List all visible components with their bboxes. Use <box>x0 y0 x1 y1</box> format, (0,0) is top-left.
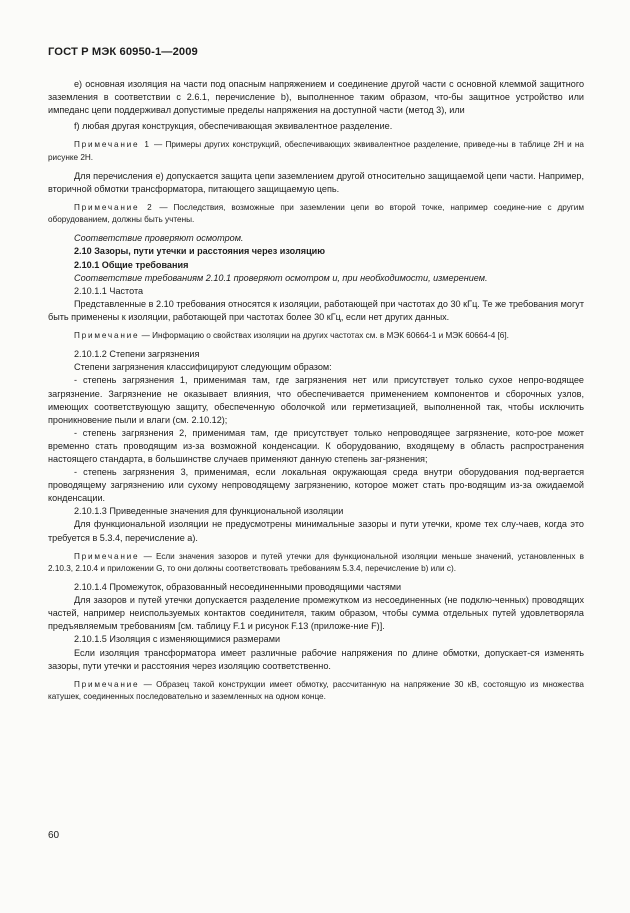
note-1 <box>48 139 584 163</box>
note-5 <box>48 679 584 703</box>
paragraph-for-e: Для перечисления е) допускается защита цепи заземлением другой относительно защищаемой цепи части. Например, вторичной обмотки трансформатора, питающего защищаемую цепь. <box>48 170 584 194</box>
note-label: Примечание <box>74 551 140 561</box>
subsection-heading-2-10-1-2: 2.10.1.2 Степени загрязнения <box>74 349 200 360</box>
paragraph-pollution-2: - степень загрязнения 2, применимая там, где присутствует только непроводящее загрязнение, кото-рое может временно стать проводящим из-за возможной конденсации. К оборудованию, входящему в область распространения настоящего стандарта, в большинстве случаев применяют данную степень заг-рязнения; <box>48 427 584 464</box>
subsection-heading-2-10-1-3: 2.10.1.3 Приведенные значения для функциональной изоляции <box>74 506 344 517</box>
page-number: 60 <box>48 830 60 841</box>
paragraph-pollution-3: - степень загрязнения 3, применимая, если локальная окружающая среда внутри оборудования под-вергается проводящему загрязнению или сухому непроводящему загрязнению, которое может стать про-водящим из-за ожидаемой конденсации. <box>48 467 584 504</box>
paragraph-item-e: е) основная изоляция на части под опасным напряжением и соединение другой части с основной клеммой защитного заземления в соответствии с 2.6.1, перечисление b), выполненное таким образом, что-бы защитное устройство или импеданс цепи поддерживал допустимые пределы напряжения на доступной части (метод 3), или <box>48 79 584 116</box>
paragraph-variable: Если изоляция трансформатора имеет различные рабочие напряжения по длине обмотки, допускает-ся изменять зазоры, пути утечки и расстояния через изоляцию соответственно. <box>48 647 584 671</box>
note-4 <box>48 551 584 575</box>
paragraph-pollution-1: - степень загрязнения 1, применимая там, где загрязнения нет или присутствует только сухое непро-водящее загрязнение. Загрязнение не оказывает влияния, что обеспечивается применением компонентов и сборочных узлов, имеющих соответствующую защиту, обеспеченную оболочкой или герметизацией, выполненной так, чтобы исключить проникновение пыли и влаги (см. 2.10.12); <box>48 375 584 425</box>
document-page <box>48 46 584 706</box>
subsection-heading-2-10-1-5: 2.10.1.5 Изоляция с изменяющимися размерами <box>74 634 281 645</box>
section-heading-2-10: 2.10 Зазоры, пути утечки и расстояния через изоляцию <box>74 246 326 257</box>
note-text: — Последствия, возможные при заземлении цепи во второй точке, например соедине-ние с другим оборудованием, должны быть учтены. <box>48 202 585 225</box>
paragraph-item-f: f) любая другая конструкция, обеспечивающая эквивалентное разделение. <box>74 121 393 132</box>
note-label: Примечание 2 <box>74 202 154 212</box>
document-header: ГОСТ Р МЭК 60950-1—2009 <box>48 46 198 58</box>
note-label: Примечание <box>74 331 140 341</box>
compliance-statement: Соответствие проверяют осмотром. <box>74 233 244 244</box>
note-label: Примечание <box>74 679 140 689</box>
note-3 <box>48 330 584 342</box>
subsection-heading-2-10-1-1: 2.10.1.1 Частота <box>74 285 144 296</box>
document-body <box>48 78 584 703</box>
note-2 <box>48 202 584 226</box>
note-text: — Образец такой конструкции имеет обмотку, рассчитанную на напряжение 30 кВ, состоящую из множества катушек, соединенных последовательно и заземленных на одном конце. <box>48 679 584 701</box>
note-text: — Если значения зазоров и путей утечки для функциональной изоляции меньше значений, установленных в 2.10.3, 2.10.4 и приложении G, то они должны соответствовать требованиям 5.3.4, перечисление b) или с). <box>48 551 584 573</box>
paragraph-pollution-intro: Степени загрязнения классифицируют следующим образом: <box>74 362 332 373</box>
paragraph-frequency: Представленные в 2.10 требования относятся к изоляции, работающей при частотах до 30 кГц. Те же требования могут быть применены к изоляции, работающей при частотах более 30 кГц, если нет других данных. <box>48 298 584 322</box>
note-text: — Примеры других конструкций, обеспечивающих эквивалентное разделение, приведе-ны в таблице 2H и на рисунке 2H. <box>48 140 584 162</box>
note-label: Примечание 1 <box>74 140 151 150</box>
subsection-heading-2-10-1-4: 2.10.1.4 Промежуток, образованный несоединенными проводящими частями <box>74 582 402 593</box>
note-text: — Информацию о свойствах изоляции на других частотах см. в МЭК 60664-1 и МЭК 60664-4 [6]. <box>139 331 509 341</box>
compliance-statement: Соответствие требованиям 2.10.1 проверяют осмотром и, при необходимости, измерением. <box>74 272 488 283</box>
paragraph-functional: Для функциональной изоляции не предусмотрены минимальные зазоры и пути утечки, кроме тех слу-чаев, когда это требуется в 5.3.4, перечисление а). <box>48 519 584 543</box>
section-heading-2-10-1: 2.10.1 Общие требования <box>74 259 189 270</box>
paragraph-gap: Для зазоров и путей утечки допускается разделение промежутком из несоединенных (не подклю-ченных) проводящих частей, например неиспользуемых контактов соединителя, таким образом, чтобы сумма отдельных путей удовлетворяла предъявляемым требованиям [см. таблицу F.1 и рисунок F.13 (приложе-ние F)]. <box>48 595 584 632</box>
